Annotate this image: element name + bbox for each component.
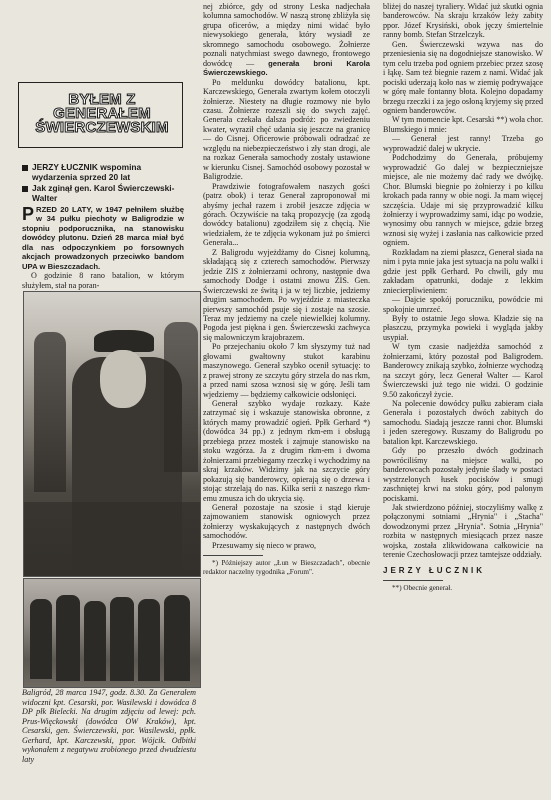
signature: JERZY ŁUCZNIK bbox=[383, 565, 485, 575]
col2-para-2: Po meldunku dowódcy batalionu, kpt. Karczewskiego, Generała zwartym kołem otoczyli żołnierze. Niestety na długie rozmowy nie było czasu. Żołnierze rozeszli się do swych zajęć. Generała czekała dalsza podróż: po zwiedzeniu kwater, wyraził chęć udania się jeszcze na granicę — do Cisnej. Oficerowie próbowali odradzać ze względu na niebezpieczeństwo i zły stan drogi, ale na rozkaz Generała samochody zostały ustawione w kierunku Cisnej. Samochód osobowy pozostał w Baligrodzie. bbox=[203, 77, 370, 182]
col3-para-4: — Generał jest ranny! Trzeba go wyprowadzić dalej w ukrycie. bbox=[383, 134, 543, 153]
col3-para-11: Gdy po przeszło dwóch godzinach powróciliśmy na miejsce walki, po banderowcach pozostały jedynie ślady w postaci wystrzelonych łusek pocisków i smugi zaschniętej krwi na stoku góry, pod palonym pociskami. bbox=[383, 446, 543, 503]
col3-para-6: Rozkładam na ziemi płaszcz, Generał siada na nim i pyta mnie jaka jest sytuacja na polu walki i gdzie jest ppłk Gerhard. Po chwili, gdy mu zakładam opatrunki, dodaje z lekkim zniecierpliwieniem: bbox=[383, 247, 543, 295]
col2-para-4: Z Baligrodu wyjeżdżamy do Cisnej kolumną, składającą się z czterech samochodów. Pierwszy jedzie ZIS z żołnierzami ochrony, następnie dwa samochody Dodge i ostatni znowu ZIS. Gen. Świerczewski ze świtą i ja w tej liczbie, jedziemy drugim samochodem. Po wyjeździe z miasteczka pierwszy samochód psuje się i zostaje na szosie. Teraz my jedziemy na czele niewielkiej kolumny. Pogoda jest piękna i gen. Świerczewski zachwyca się malowniczym krajobrazem. bbox=[203, 247, 370, 342]
col2-bold-name: generała broni Karola Świerczewskiego. bbox=[203, 58, 370, 78]
footnote-1: *) Późniejszy autor „Łun w Bieszczadach", obecnie redaktor naczelny tygodnika „Forum". bbox=[203, 559, 370, 576]
column-2 bbox=[203, 2, 370, 576]
col2-para-3: Prawdziwie fotografowałem naszych gości (patrz obok) i teraz Generał zaproponował mi abyśmy jechał razem i zrobił jeszcze zdjęcia w górach. Oczywiście na taką propozycję (za zgodą dowódcy batalionu) zgodziłem się z chęcią. Nie wiedziałem, że te zdjęcia wykonam już po śmierci Generała... bbox=[203, 181, 370, 248]
footnote-2: **) Obecnie generał. bbox=[392, 584, 453, 593]
column-3 bbox=[383, 2, 543, 593]
col3-para-7: — Dajcie spokój poruczniku, powódcie mi spokojnie umrzeć. bbox=[383, 295, 543, 314]
col2-para-1: nej zbiórce, gdy od strony Leska nadjechała kolumna samochodów. W naszą stronę zbliżyła się grupa oficerów, a między nimi widać było niewysokiego generała, który wysiadł ze skromnego samochodu osobowego. Żołnierze poznali natychmiast swego dawnego, frontowego dowódcę — generała broni Karola Świerczewskiego. bbox=[203, 2, 370, 78]
photo-caption: Baligród, 28 marca 1947, godz. 8.30. Za Generałem widoczni kpt. Cesarski, por. Wasilewski i dowódca 8 DP płk Bielecki. Na drugim zdjęciu od lewej: pch. Prus-Więckowski (dowódca OW Kraków), kpt. Cesarski, gen. Świerczewski, por. Wasilewski, ppłk. Gerhard, kpt. Karczewski, ppor. Wójcik. Odbitki wykonałem z negatywu zrobionego przed dwudziestu laty bbox=[22, 688, 196, 764]
lead-bold: RZED 20 LATY, w 1947 pełniłem służbę w 34 pułku piechoty w Baligrodzie w stopniu podporucznika, na stanowisku dowódcy plutonu. Dzień 28 marca miał być dla nas odpoczynkiem po forsownych akcjach prowadzonych przeciwko bandom UPA w Bieszczadach. bbox=[22, 205, 184, 271]
col2-para-8: Przesuwamy się nieco w prawo, bbox=[212, 540, 317, 550]
footnote-rule-2 bbox=[383, 580, 443, 581]
subtitle-line: Jak zginął gen. Karol Świerczewski-Walter bbox=[22, 184, 186, 203]
headline: BYŁEM Z GENERAŁEM ŚWIERCZEWSKIM bbox=[35, 91, 169, 136]
col3-para-12: Jak stwierdzono później, stoczyliśmy walkę z połączonymi sotniami „Hrynia" i „Stacha" dowodzonymi przez „Hrynia". Sotnia „Hrynia" rozbita w następnych miesiącach przez nasze wojska, została zlikwidowana całkowicie na terenie Czechosłowacji przez tamtejsze oddziały. bbox=[383, 503, 543, 560]
lead-paragraph bbox=[22, 205, 184, 290]
drop-cap: P bbox=[22, 204, 35, 224]
headline-box bbox=[18, 82, 183, 148]
col3-para-8: Były to ostatnie Jego słowa. Kładzie się na płaszczu, przymyka powieki i wygląda jakby usypiał. bbox=[383, 313, 543, 342]
col3-para-10: Na polecenie dowódcy pułku zabieram ciała Generała i pozostałych dwóch zabitych do samochodu. Siadają jeszcze ranni chor. Blumski i jeden szeregowy. Ruszamy do Baligrodu po batalion kpt. Karczewskiego. bbox=[383, 399, 543, 446]
author-line: JERZY ŁUCZNIK wspomina wydarzenia sprzed 20 lat bbox=[22, 163, 186, 182]
col3-para-1: bliżej do naszej tyraliery. Widać już skutki ognia banderowców. Na skraju krzaków leży zabity ppor. Józef Krysiński, obok jęczy śmiertelnie ranny bomb. Stefan Strzelczyk. bbox=[383, 2, 543, 40]
author-block bbox=[22, 163, 186, 205]
photo-officers-group bbox=[23, 578, 201, 688]
footnote-rule bbox=[203, 555, 263, 556]
col2-para-7: Generał pozostaje na szosie i stąd kieruje zajmowaniem stanowisk ogniowych przez żołnierzy wyskakujących z następnych dwóch samochodów. bbox=[203, 503, 370, 541]
lead-continuation: O godzinie 8 rano batalion, w którym służyłem, stał na poran- bbox=[22, 271, 184, 290]
col2-para-5: Po przejechaniu około 7 km słyszymy tuż nad głowami gwałtowny stukot karabinu maszynowego. Generał szybko ocenił sytuację: to z prawej strony ze szczytu góry strzela do nas rkm, a przed nami szosa wznosi się w górę. Jeśli tam wjedziemy — będziemy całkowicie odsłonięci. bbox=[203, 342, 370, 399]
col3-para-5: Podchodzimy do Generała, próbujemy wyprowadzić Go dalej w bezpieczniejsze miejsce, ale nie możemy dać rady we dwójkę. Chor. Blumski biegnie po żołnierzy i po kilku krokach pada ranny w obie nogi. Ja mam więcej szczęścia. Udaje mi się przyprowadzić kilku żołnierzy i wyprowadzimy sami, idąc po wodzie, wynosimy obu rannych w miejsce, gdzie brzeg wznosi się wyżej i zasłania nas całkowicie przed ogniem. bbox=[383, 153, 543, 248]
col3-para-3: W tym momencie kpt. Cesarski **) woła chor. Blumskiego i mnie: bbox=[383, 115, 543, 134]
photo-general bbox=[23, 291, 201, 577]
col2-para-6: Generał szybko wydaje rozkazy. Każe zatrzymać się i wskazuje stanowiska obronne, z których mamy prowadzić ogień. Ppłk Gerhard *) (dowódca 34 pp.) z jednym rkm-em i obsługą przebiega przez mostek i zajmuje stanowisko na stoku wzgórza. Ja z drugim rkm-em i dwoma żołnierzami przebiegamy rzeczkę i wychodzimy na skraj krzaków. Widzimy jak na szczycie góry pokazują się banderowcy, opierają się o drzewa i stojąc strzelają do nas. Kilka serii z naszego rkm-emu zmusza ich do ukrycia się. bbox=[203, 399, 370, 503]
col3-para-9: W tym czasie nadjeżdża samochód z żołnierzami, który pozostał pod Baligrodem. Banderowcy znikają szybko, żołnierze wychodzą na szczyt góry, lecz Generał Walter — Karol Świerczewski już tego nie widzi. O godzinie 9.50 zakończył życie. bbox=[383, 342, 543, 399]
col3-para-2: Gen. Świerczewski wzywa nas do przeniesienia się na dogodniejsze stanowisko. W tym celu trzeba pod ogniem przebiec przez szosę i łąkę. Sam też biegnie razem z nami. Widać jak pociski uderzają koło nas w ziemię podrywające w górę małe fontanny błota. Kolejno dopadamy brzegu rzeczki i za jego osłoną kryjemy się przed ogniem banderowców. bbox=[383, 39, 544, 115]
